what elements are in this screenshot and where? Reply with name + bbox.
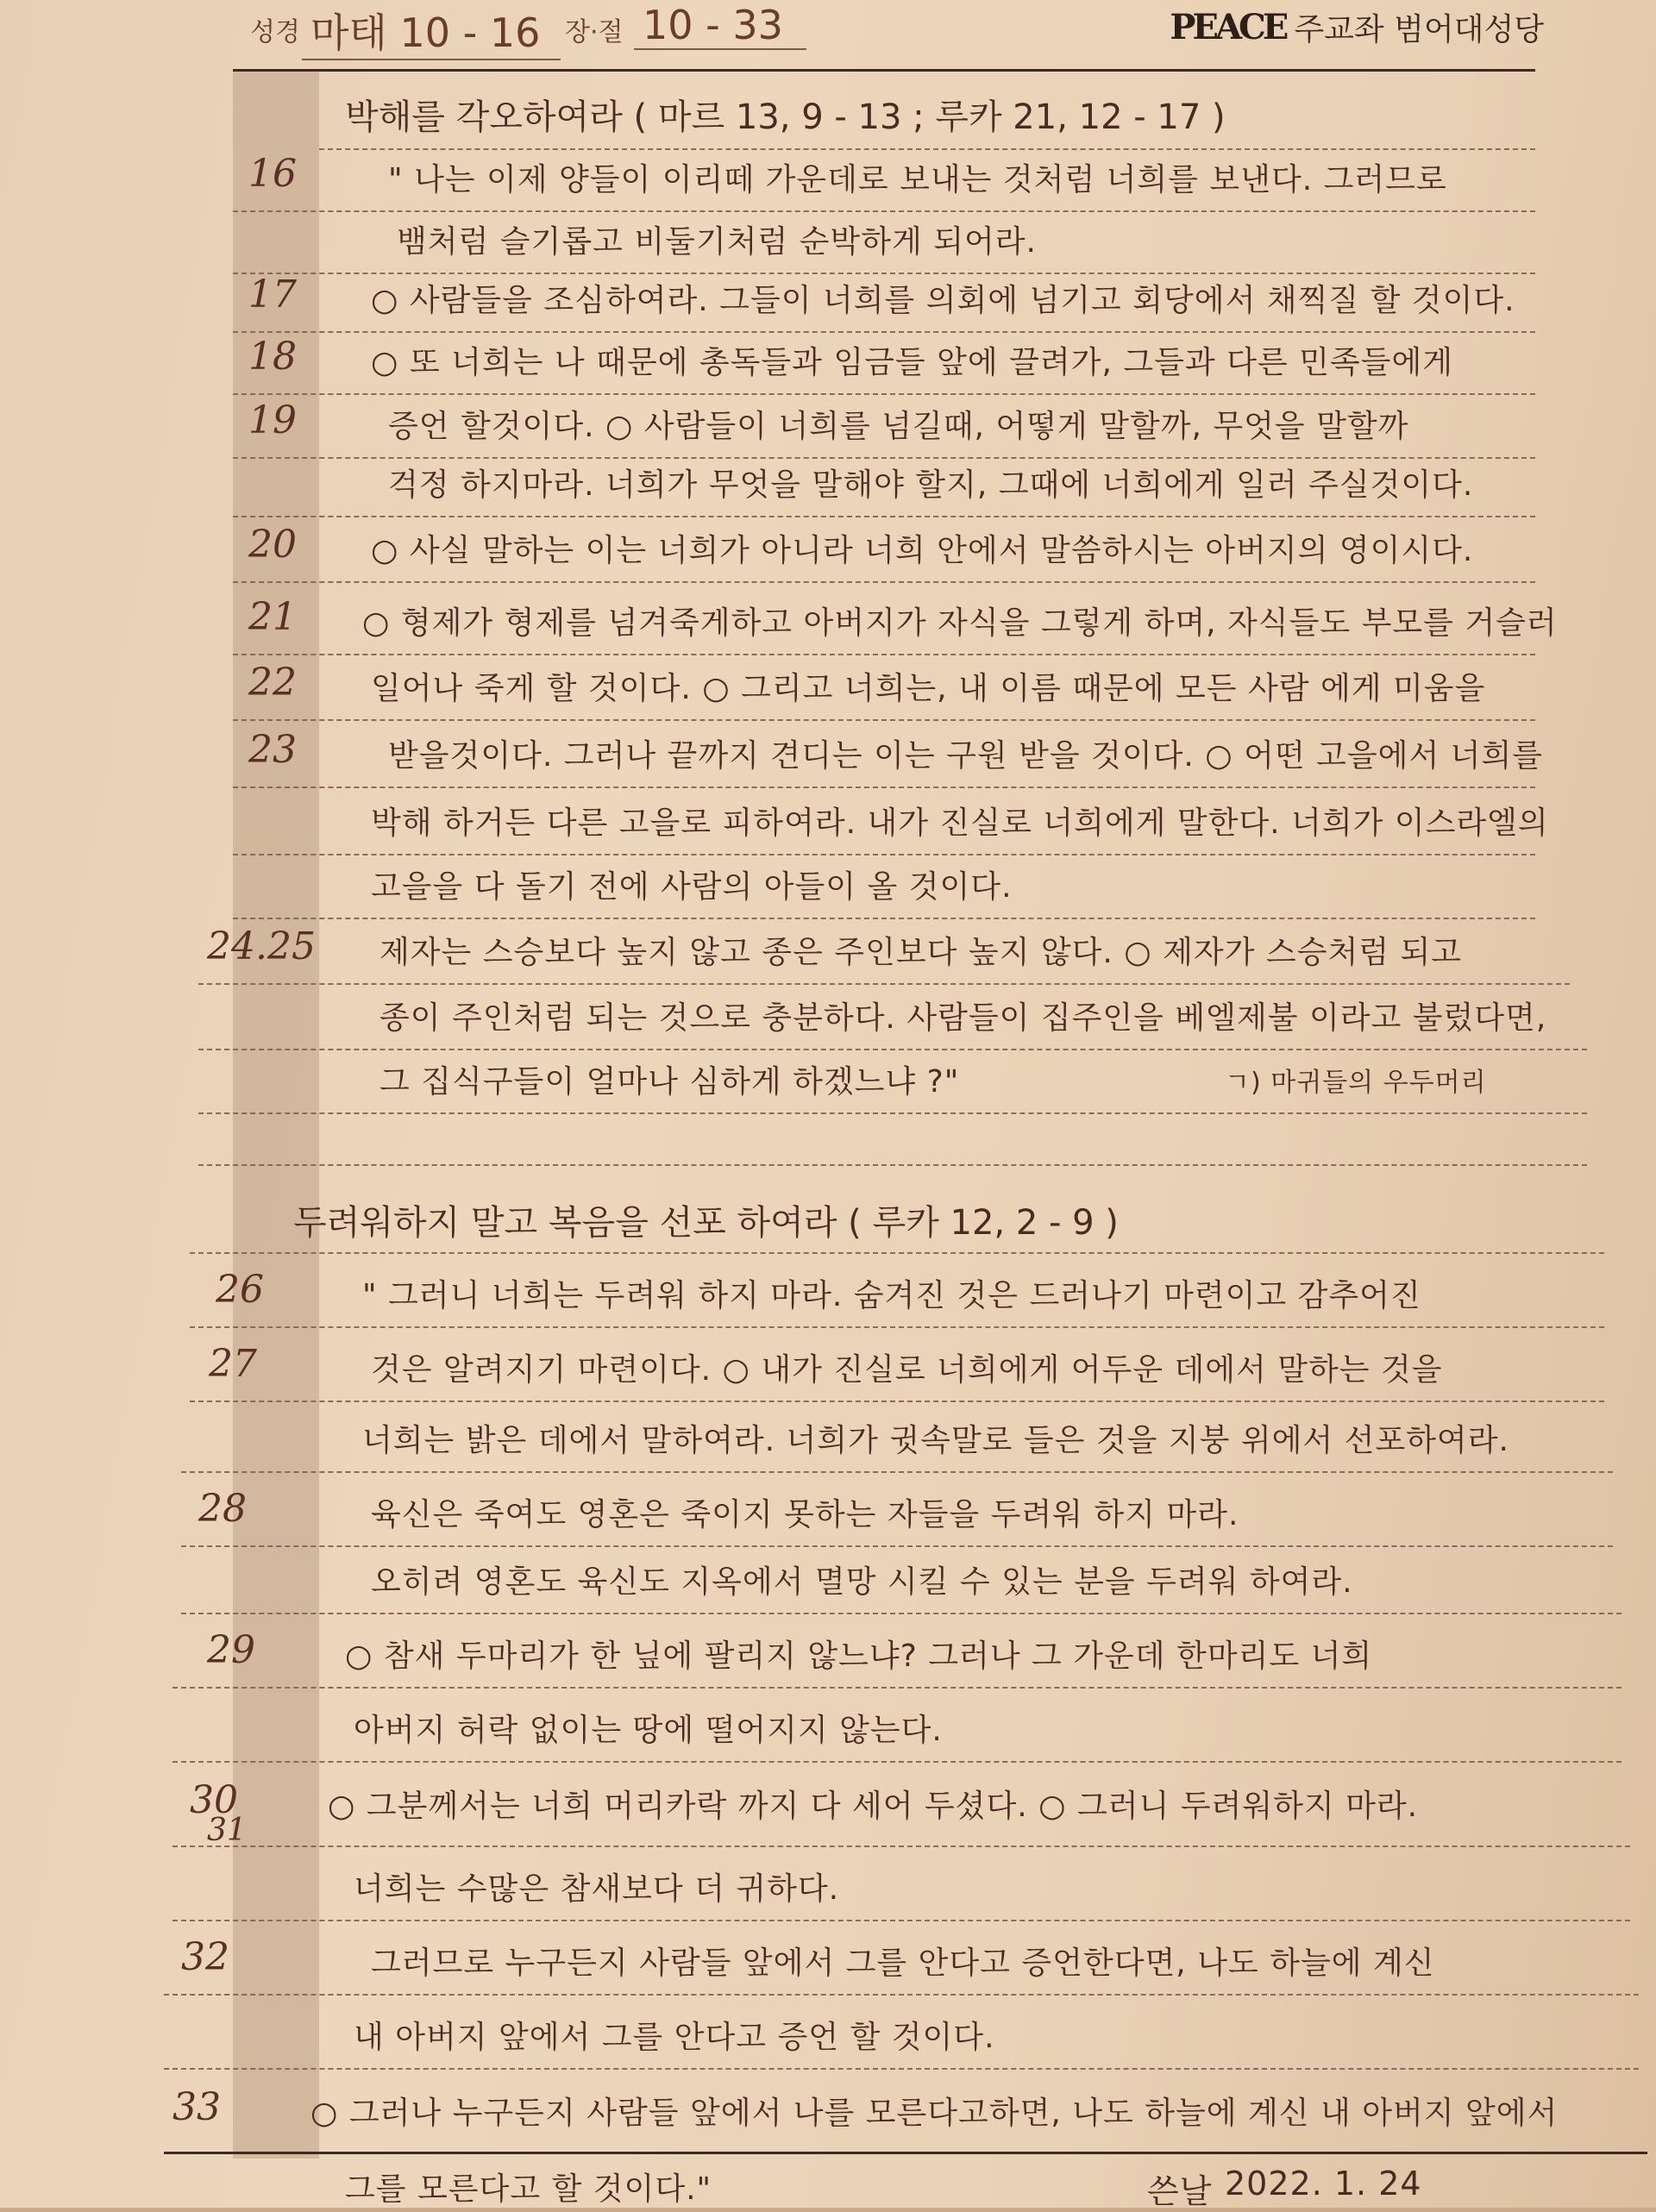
- verse-text: 걱정 하지마라. 너희가 무엇을 말해야 할지, 그때에 너희에게 일러 주실것이다.: [388, 467, 1474, 503]
- verse-number: 20: [248, 523, 297, 567]
- verse-line: [198, 1038, 1587, 1114]
- verse-number: 31: [207, 1813, 247, 1848]
- verse-text: ○ 그러나 누구든지 사람들 앞에서 나를 모른다고하면, 나도 하늘에 계신 내 아버지 앞에서: [310, 2096, 1559, 2131]
- verse-line: [181, 1471, 1613, 1547]
- verse-number: 19: [248, 398, 297, 442]
- verse-number: 33: [172, 2085, 221, 2129]
- verse-text: ○ 형제가 형제를 넘겨죽게하고 아버지가 자식을 그렇게 하며, 자식들도 부모를 거슬러: [362, 605, 1558, 641]
- footnote: ㄱ) 마귀들의 우두머리: [1225, 1068, 1487, 1098]
- verse-line: [233, 712, 1544, 788]
- verse-text: 제자는 스승보다 높지 않고 종은 주인보다 높지 않다. ○ 제자가 스승처럼 되고: [380, 935, 1463, 970]
- verse-number: 17: [248, 273, 297, 316]
- bible-label: 성경: [250, 17, 300, 47]
- verse-line: [181, 1538, 1622, 1614]
- verse-text: 뱀처럼 슬기롭고 비둘기처럼 순박하게 되어라.: [397, 224, 1037, 260]
- verse-line: [172, 1687, 1622, 1763]
- verse-text: 일어나 죽게 할 것이다. ○ 그리고 너희는, 내 이름 때문에 모든 사람 에게 미움을: [371, 671, 1486, 706]
- verse-text: " 나는 이제 양들이 이리떼 가운데로 보내는 것처럼 너희를 보낸다. 그러므로: [388, 162, 1447, 197]
- peace-logo-icon: PEACE: [1170, 7, 1286, 47]
- page-header: [250, 0, 1544, 69]
- chapter-value: 10 - 33: [634, 2, 806, 50]
- verse-text: 증언 할것이다. ○ 사람들이 너희를 넘길때, 어떻게 말할까, 무엇을 말할까: [388, 409, 1409, 444]
- verse-number: 29: [207, 1628, 255, 1672]
- verse-text: 고을을 다 돌기 전에 사람의 아들이 올 것이다.: [371, 869, 1013, 905]
- verse-number: 24.25: [207, 924, 316, 968]
- verse-number: 32: [181, 1935, 229, 1979]
- footer-divider: [164, 2152, 1647, 2154]
- verse-line: [164, 1994, 1639, 2070]
- verse-text: 너희는 밝은 데에서 말하여라. 너희가 귓속말로 들은 것을 지붕 위에서 선포하여라.: [362, 1423, 1509, 1458]
- verse-number: 30: [190, 1778, 238, 1822]
- verse-text: ○ 그분께서는 너희 머리카락 까지 다 세어 두셨다. ○ 그러니 두려워하지 마라.: [328, 1789, 1419, 1824]
- verse-text: 그러므로 누구든지 사람들 앞에서 그를 안다고 증언한다면, 나도 하늘에 계신: [371, 1946, 1435, 1981]
- verse-number: 22: [248, 661, 297, 705]
- verse-line: [233, 645, 1535, 721]
- section-heading-row: [190, 1178, 1604, 1254]
- section-heading: 박해를 각오하여라 ( 마르 13, 9 - 13 ; 루카 21, 12 - 17 ): [345, 97, 1226, 137]
- verse-line: [172, 1613, 1622, 1689]
- verse-text: 오히려 영혼도 육신도 지옥에서 멸망 시킬 수 있는 분을 두려워 하여라.: [371, 1564, 1353, 1600]
- parish-logo: [1170, 5, 1544, 49]
- header-divider: [233, 69, 1535, 72]
- verse-text: 것은 알려지기 마련이다. ○ 내가 진실로 너희에게 어두운 데에서 말하는 것을: [371, 1352, 1443, 1388]
- book-value: 마태 10 - 16: [302, 2, 561, 60]
- verse-text: ○ 사람들을 조심하여라. 그들이 너희를 의회에 넘기고 회당에서 채찍질 할 것이다.: [371, 283, 1515, 318]
- section-heading: 두려워하지 말고 복음을 선포 하여라 ( 루카 12, 2 - 9 ): [293, 1203, 1119, 1243]
- verse-line: [164, 1920, 1639, 1996]
- verse-text: 받을것이다. 그러나 끝까지 견디는 이는 구원 받을 것이다. ○ 어떤 고을에서 너희를: [388, 738, 1544, 774]
- verse-line: [233, 507, 1535, 583]
- verse-line: [181, 1397, 1613, 1473]
- verse-text: 종이 주인처럼 되는 것으로 충분하다. 사람들이 집주인을 베엘제불 이라고 불렀다면,: [380, 1000, 1547, 1036]
- verse-text: 너희는 수많은 참새보다 더 귀하다.: [354, 1871, 840, 1907]
- verse-text: 그 집식구들이 얼마나 심하게 하겠느냐 ?": [380, 1064, 960, 1100]
- verse-line: [233, 580, 1558, 655]
- verse-number: 28: [198, 1487, 247, 1531]
- verse-number: 27: [209, 1342, 257, 1386]
- verse-line: [233, 442, 1535, 517]
- verse-text: ○ 사실 말하는 이는 너희가 아니라 너희 안에서 말씀하시는 아버지의 영이시다.: [371, 533, 1474, 568]
- verse-number: 18: [248, 335, 297, 379]
- verse-number: 16: [248, 152, 297, 196]
- verse-line: [164, 2068, 1647, 2151]
- verse-text: 박해 하거든 다른 고을로 피하여라. 내가 진실로 너희에게 말한다. 너희가 이스라엘의: [371, 805, 1549, 841]
- verse-line: [233, 843, 1535, 919]
- chapter-label: 장·절: [565, 17, 624, 47]
- verse-line: [172, 1845, 1630, 1921]
- parish-name: 주교좌 범어대성당: [1294, 12, 1544, 47]
- signature-label: 쓴날: [1147, 2172, 1213, 2210]
- verse-text: 그를 모른다고 할 것이다.": [345, 2171, 712, 2207]
- verse-text: 아버지 허락 없이는 땅에 떨어지지 않는다.: [354, 1713, 943, 1748]
- verse-line: [190, 1252, 1604, 1328]
- verse-number: 26: [216, 1268, 264, 1312]
- verse-text: " 그러니 너희는 두려워 하지 마라. 숨겨진 것은 드러나기 마련이고 감추어진: [362, 1278, 1421, 1313]
- blank-line: [198, 1104, 1587, 1166]
- verse-text: 육신은 죽여도 영혼은 죽이지 못하는 자들을 두려워 하지 마라.: [371, 1497, 1239, 1532]
- verse-line: [190, 1326, 1604, 1402]
- verse-text: 내 아버지 앞에서 그를 안다고 증언 할 것이다.: [354, 2020, 995, 2055]
- signature-date: 2022. 1. 24: [1225, 2165, 1422, 2203]
- verse-line: [172, 1761, 1630, 1847]
- verse-text: ○ 참새 두마리가 한 닢에 팔리지 않느냐? 그러나 그 가운데 한마리도 너희: [345, 1639, 1373, 1674]
- verse-line: [198, 909, 1570, 985]
- verse-number: 21: [248, 595, 297, 639]
- verse-number: 23: [248, 728, 297, 772]
- verse-text: ○ 또 너희는 나 때문에 총독들과 임금들 앞에 끌려가, 그들과 다른 민족들에게: [371, 345, 1454, 380]
